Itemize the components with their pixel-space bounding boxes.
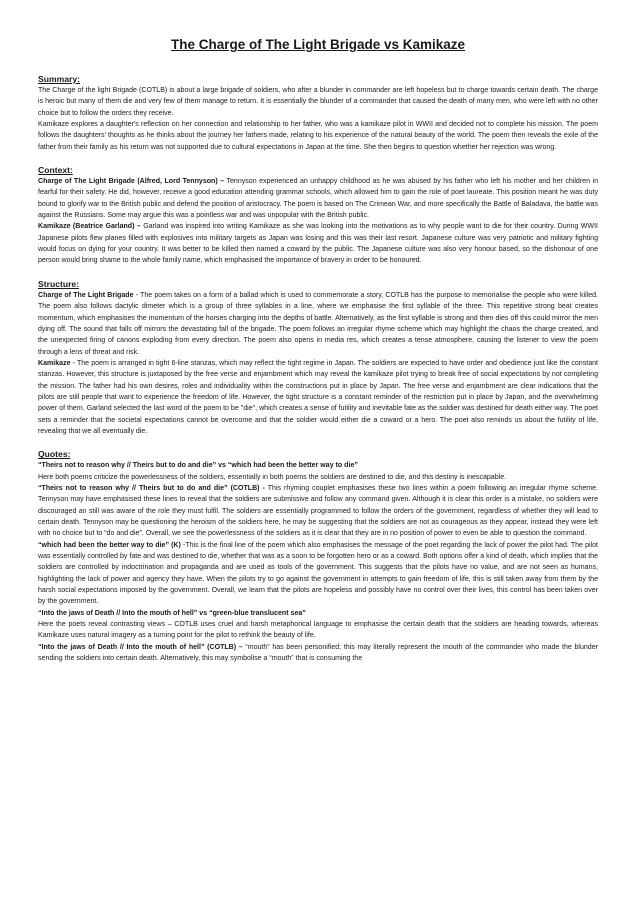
structure-cotlb-lead: Charge of The Light Brigade — [38, 291, 134, 299]
summary-heading: Summary: — [38, 74, 81, 84]
quotes-heading: Quotes: — [38, 449, 71, 460]
structure-kamikaze-lead: Kamikaze — [38, 359, 71, 367]
context-kamikaze-text: Garland was inspired into writing Kamikaze as she was looking into the motivations as to why people want to die for their country. During WWII Japanese pilots flew planes filled with explosives into military targets as Japan was losing and this was their last resort. Japanese culture was very patriotic and military fighting would focus on dying for your country. It was better to be killed then named a coward by the public. The Japanese culture was also very honour based, so the dishonour of one person would bring shame to the whole family name, which emphasised the importance of bravery in order to be honoured. — [38, 223, 598, 265]
quote-cotlb-2-text: “mouth” has been personified; this may literally represent the mouth of the commander who made the blunder sending the soldiers into certain death. Alternatively, this may symbolise a “mouth” that is consuming the — [38, 643, 598, 663]
structure-section — [38, 278, 598, 437]
context-paragraph-kamikaze — [38, 221, 598, 266]
structure-paragraph-cotlb — [38, 290, 598, 358]
quote-cotlb-2 — [38, 642, 598, 665]
quote-comparison-2: “Into the jaws of Death // Into the mouth of hell” vs “green-blue translucent sea” — [38, 609, 306, 617]
structure-kamikaze-text: - The poem is arranged in tight 6-line stanzas, which may reflect the tight regime in Japan. The soldiers are expected to have order and obedience just like the constant stanzas. However, this structure is juxtaposed by the free verse and enjambment which may reveal the kamikaze pilot trying to break free of social expectations by not completing the mission. The father had his own desires, roles and individuality within the constructions put in place by Japan. The free verse and enjambment are clear indications that the pilots are still people that want to experience the freedom of life. However, the tight structure is a constant reminder of the restriction put in place by Japan, and the overwhelming power of them. Garland selected the last word of the poem to be "die", which creates a sense of futility and inevitable fate as the soldier was destined for death either way. The poet sets a reminder that the societal expectations cannot be overcome and that the soldier would either die a coward or a hero. The poet also reminds us about the futility of life, revealing that we all eventually die. — [38, 359, 598, 435]
context-heading: Context: — [38, 165, 73, 176]
context-cotlb-text: Tennyson experienced an unhappy childhood as he was abused by his father who left his mother and her children in fearful for their safety. He did, however, receive a good education attending grammar schools, which allowed him to gain the role of poet laureate. This position meant he was duty bound to glorify war to the British public and defend the position of aristocracy. The poem is based on The Crimean War, and more specifically the Battle of Baladava, the battle was against the Russians. Some may argue this was a pointless war and was unpopular with the British public. — [38, 178, 598, 220]
context-cotlb-lead: Charge of The Light Brigade (Alfred, Lord Tennyson) – — [38, 178, 225, 186]
structure-cotlb-text: - The poem takes on a form of a ballad which is used to commemorate a story, COTLB has the purpose to memorialise the people who were killed. The poem also follows dactylic dimeter which is a group of three syllables in a line, where we emphasise the first syllable of the three. This repetitive strong beat creates momentum, which emphasises the momentum of the horses charging into the depths of battle. Alternatively, as the first syllable is strong and then dies off this could mirror the men dying off. The sound that falls off mirrors the devastating fall of the brigade. The poem follows an irregular rhyme scheme which may highlight the chaos the charge created, and the unexpected firing of canons exploding from every direction. The poem also opens in media res, which creates a tense atmosphere, causing the listener to view the poem through a lens of threat and risk. — [38, 291, 599, 356]
quote-cotlb-2-lead: “Into the jaws of Death // Into the mouth of hell” (COTLB) – — [38, 643, 243, 651]
quote-kamikaze-1-text: -This is the final line of the poem which also emphasises the message of the poet regarding the lack of power the pilot had. The pilot was essentially controlled by fate and was destined to die, whether that was as a soon to be forgotten hero or as a coward. Both options offer a kind of death, which implies that the soldiers are controlled by indoctrination and propaganda and are used as tools of the government. This suggests that the pilots have no value, and are not seen as humans, highlighting the lack of power and agency they have. When the pilots try to go against the government in attempts to gain freedom of life, this is still taken away from them by the harsh social expectations imposed by the government. Overall, we learn that the pilots are hopeless and possibly have no control over their lives, this control has been taken over by the government. — [38, 541, 598, 606]
structure-paragraph-kamikaze — [38, 358, 598, 437]
quote-kamikaze-1 — [38, 540, 598, 608]
document-title: The Charge of The Light Brigade vs Kamikaze — [170, 37, 466, 52]
quotes-section — [38, 448, 598, 664]
quote-cotlb-1-lead: “Theirs not to reason why // Theirs but to do and die” (COTLB) - — [38, 484, 265, 492]
quote-comparison-2-text: Here the poets reveal contrasting views – COTLB uses cruel and harsh metaphorical language to emphasise the certain death that the soldiers are heading towards, whereas Kamikaze uses natural imagery as a turning point for the pilot to rethink the beauty of life. — [38, 621, 598, 640]
summary-paragraph-kamikaze: Kamikaze explores a daughter's reflection on her connection and relationship to her father, who was a kamikaze pilot in WWII and decided not to complete his mission. The poem follows the daughters' thoughts as he thinks about the journey her fathers made, relating to his experience of the natural beauty of the world. The poem then reveals the exile of the father from their family as his return was not supported due to cultural expectations in Japan at the time. She then begins to question whether her rejection was wrong. — [38, 121, 598, 151]
context-section — [38, 164, 598, 267]
context-kamikaze-lead: Kamikaze (Beatrice Garland) – — [38, 223, 141, 231]
quote-kamikaze-1-lead: “which had been the better way to die” (K) — [38, 541, 181, 549]
quote-cotlb-1 — [38, 483, 598, 540]
quote-cotlb-1-text: This rhyming couplet emphasises these two lines within a poem following an irregular rhyme scheme. Tennyson may have emphasised these lines to reveal that the soldiers are submissive and follow any command given. Although it is clear this order is a mistake, no soldiers were discouraged an still was aware of the role they must fulfil. The soldiers are essentially programmed to follow the orders of the government, regardless of whether they will lead to certain death. Tennyson may be questioning the heroism of the soldiers here, he may be suggesting that the soldiers are not as courageous as they appear, instead they were left with no choice but to “do and die”. Overall, we see the powerlessness of the soldiers as it is clear that they are in no position of power to even be able to question the command. — [38, 484, 598, 538]
structure-heading: Structure: — [38, 278, 80, 289]
summary-paragraph-cotlb: The Charge of the light Brigade (COTLB) is about a large brigade of soldiers, who after a blunder in commander are left hopeless but to charge towards certain death. The charge is heroic but many of them die and very few of them manage to return. It is essentially the blunder of a commander that caused the death of many men, who were left with no other choice but to follow the orders they receive. — [38, 87, 598, 117]
summary-section — [38, 73, 598, 153]
quote-comparison-1-text: Here both poems criticize the powerlessness of the soldiers, essentially in both poems the soldiers are destined to die, and this destiny is inescapable. — [38, 473, 507, 481]
context-paragraph-cotlb — [38, 176, 598, 221]
quote-comparison-1: “Theirs not to reason why // Theirs but to do and die” vs “which had been the better way to die” — [38, 462, 358, 470]
